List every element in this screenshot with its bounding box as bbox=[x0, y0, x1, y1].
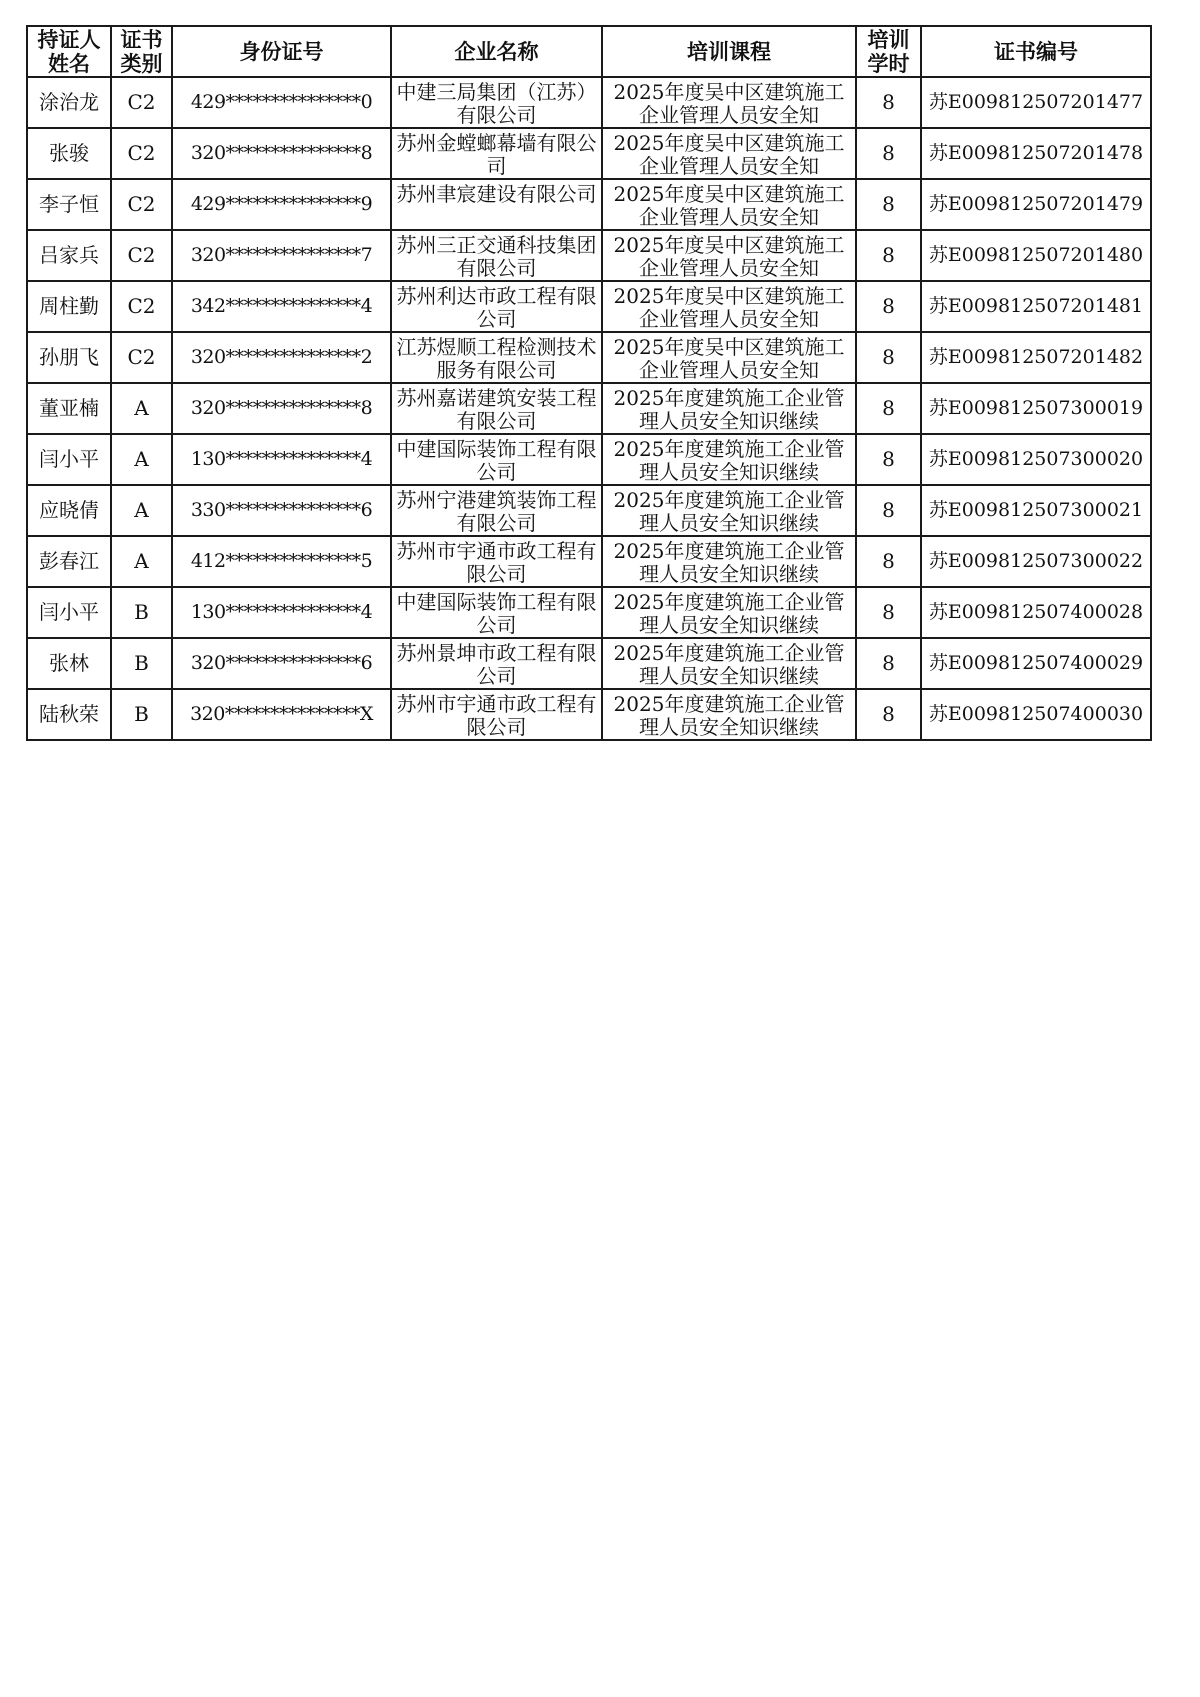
cell-cert-type-text: A bbox=[134, 498, 149, 522]
cell-company bbox=[391, 179, 602, 230]
cell-hours bbox=[856, 485, 921, 536]
cell-course-text: 2025年度建筑施工企业管理人员安全知识继续 bbox=[613, 436, 845, 483]
cell-id-number bbox=[172, 230, 391, 281]
cell-cert-type-text: C2 bbox=[127, 141, 156, 165]
cell-name bbox=[27, 332, 111, 383]
cell-hours bbox=[856, 587, 921, 638]
cell-name-text: 应晓倩 bbox=[39, 498, 99, 522]
cell-company bbox=[391, 77, 602, 128]
cell-hours bbox=[856, 230, 921, 281]
cell-course-text: 2025年度建筑施工企业管理人员安全知识继续 bbox=[613, 538, 845, 585]
cell-course bbox=[602, 281, 856, 332]
header-hours: 培训学时 bbox=[856, 26, 921, 77]
cell-name-text: 陆秋荣 bbox=[39, 702, 99, 726]
cell-id-number bbox=[172, 128, 391, 179]
table-row bbox=[27, 230, 1151, 281]
cell-company-text: 中建国际装饰工程有限公司 bbox=[396, 589, 597, 636]
table-row bbox=[27, 536, 1151, 587]
cell-cert-type-text: C2 bbox=[127, 90, 156, 114]
cell-cert-type bbox=[111, 128, 172, 179]
cell-cert-no bbox=[921, 638, 1151, 689]
table-row bbox=[27, 179, 1151, 230]
cell-cert-no-text: 苏E009812507201481 bbox=[928, 295, 1144, 317]
cell-cert-no-text: 苏E009812507400030 bbox=[928, 703, 1144, 725]
cell-name bbox=[27, 638, 111, 689]
cell-cert-no bbox=[921, 587, 1151, 638]
cell-cert-type-text: C2 bbox=[127, 243, 156, 267]
cell-name-text: 闫小平 bbox=[39, 447, 99, 471]
cell-id-number bbox=[172, 689, 391, 740]
cell-cert-type-text: B bbox=[134, 651, 149, 675]
cell-company-text: 苏州宁港建筑装饰工程有限公司 bbox=[396, 487, 597, 534]
table-row bbox=[27, 281, 1151, 332]
cell-id-number-text: 320***************8 bbox=[190, 397, 373, 419]
cell-cert-no bbox=[921, 77, 1151, 128]
cell-company-text: 苏州金螳螂幕墙有限公司 bbox=[396, 130, 597, 177]
cell-id-number bbox=[172, 587, 391, 638]
cell-course bbox=[602, 689, 856, 740]
cell-id-number-text: 429***************0 bbox=[190, 91, 373, 113]
cell-course bbox=[602, 332, 856, 383]
cell-name-text: 张骏 bbox=[49, 141, 89, 165]
cell-name bbox=[27, 179, 111, 230]
cell-id-number-text: 320***************X bbox=[190, 703, 373, 725]
cell-company-text: 苏州聿宸建设有限公司 bbox=[396, 181, 597, 206]
cell-hours bbox=[856, 179, 921, 230]
cell-cert-no bbox=[921, 536, 1151, 587]
cell-id-number bbox=[172, 77, 391, 128]
cell-hours-text: 8 bbox=[882, 345, 895, 369]
header-company: 企业名称 bbox=[391, 26, 602, 77]
cell-hours-text: 8 bbox=[882, 90, 895, 114]
cell-cert-no bbox=[921, 689, 1151, 740]
cell-cert-type-text: C2 bbox=[127, 294, 156, 318]
cell-name bbox=[27, 485, 111, 536]
header-row bbox=[27, 26, 1151, 77]
cell-name bbox=[27, 536, 111, 587]
cell-id-number-text: 320***************7 bbox=[190, 244, 373, 266]
cell-company bbox=[391, 434, 602, 485]
cell-id-number-text: 320***************8 bbox=[190, 142, 373, 164]
cell-cert-type bbox=[111, 587, 172, 638]
header-id-number: 身份证号 bbox=[172, 26, 391, 77]
cell-name-text: 彭春江 bbox=[39, 549, 99, 573]
cell-name bbox=[27, 128, 111, 179]
cell-course-text: 2025年度建筑施工企业管理人员安全知识继续 bbox=[613, 385, 845, 432]
cell-cert-type bbox=[111, 434, 172, 485]
cell-cert-no-text: 苏E009812507400029 bbox=[928, 652, 1144, 674]
cell-cert-type bbox=[111, 230, 172, 281]
cell-company bbox=[391, 638, 602, 689]
cell-hours bbox=[856, 77, 921, 128]
header-course: 培训课程 bbox=[602, 26, 856, 77]
cell-course-text: 2025年度吴中区建筑施工企业管理人员安全知 bbox=[613, 232, 845, 279]
cell-cert-no-text: 苏E009812507300022 bbox=[928, 550, 1144, 572]
cell-course bbox=[602, 536, 856, 587]
cell-company-text: 苏州利达市政工程有限公司 bbox=[396, 283, 597, 330]
cell-cert-type bbox=[111, 689, 172, 740]
cell-course-text: 2025年度建筑施工企业管理人员安全知识继续 bbox=[613, 487, 845, 534]
cell-id-number-text: 130***************4 bbox=[190, 448, 373, 470]
cell-hours-text: 8 bbox=[882, 498, 895, 522]
cell-name-text: 涂治龙 bbox=[39, 90, 99, 114]
cell-cert-type bbox=[111, 77, 172, 128]
cell-company-text: 苏州景坤市政工程有限公司 bbox=[396, 640, 597, 687]
cell-course bbox=[602, 128, 856, 179]
cell-name-text: 孙朋飞 bbox=[39, 345, 99, 369]
table-body bbox=[27, 77, 1151, 740]
cell-name-text: 闫小平 bbox=[39, 600, 99, 624]
cell-cert-type bbox=[111, 281, 172, 332]
cell-name bbox=[27, 230, 111, 281]
table-row bbox=[27, 587, 1151, 638]
cell-name-text: 张林 bbox=[49, 651, 89, 675]
cell-course bbox=[602, 77, 856, 128]
table-row bbox=[27, 332, 1151, 383]
cell-cert-type-text: C2 bbox=[127, 192, 156, 216]
cell-cert-no-text: 苏E009812507201482 bbox=[928, 346, 1144, 368]
cell-course bbox=[602, 230, 856, 281]
cell-course-text: 2025年度吴中区建筑施工企业管理人员安全知 bbox=[613, 181, 845, 228]
cell-cert-type bbox=[111, 179, 172, 230]
cell-course bbox=[602, 638, 856, 689]
cell-cert-type bbox=[111, 485, 172, 536]
cell-hours bbox=[856, 281, 921, 332]
cell-hours-text: 8 bbox=[882, 447, 895, 471]
cell-cert-no-text: 苏E009812507201478 bbox=[928, 142, 1144, 164]
cell-name-text: 董亚楠 bbox=[39, 396, 99, 420]
cell-name bbox=[27, 689, 111, 740]
cell-id-number-text: 429***************9 bbox=[190, 193, 373, 215]
cell-course bbox=[602, 383, 856, 434]
cell-company-text: 江苏煜顺工程检测技术服务有限公司 bbox=[396, 334, 597, 381]
cell-company-text: 中建三局集团（江苏）有限公司 bbox=[396, 79, 597, 126]
cell-company-text: 苏州嘉诺建筑安装工程有限公司 bbox=[396, 385, 597, 432]
cell-id-number bbox=[172, 638, 391, 689]
table-row bbox=[27, 434, 1151, 485]
cell-cert-no-text: 苏E009812507300020 bbox=[928, 448, 1144, 470]
cell-id-number bbox=[172, 179, 391, 230]
cell-id-number bbox=[172, 485, 391, 536]
cell-cert-no-text: 苏E009812507300021 bbox=[928, 499, 1144, 521]
cell-course bbox=[602, 485, 856, 536]
cell-course bbox=[602, 179, 856, 230]
cell-company-text: 中建国际装饰工程有限公司 bbox=[396, 436, 597, 483]
cell-id-number-text: 130***************4 bbox=[190, 601, 373, 623]
cell-company bbox=[391, 281, 602, 332]
cell-hours-text: 8 bbox=[882, 396, 895, 420]
cell-hours-text: 8 bbox=[882, 141, 895, 165]
cell-cert-type-text: A bbox=[134, 549, 149, 573]
cell-company bbox=[391, 689, 602, 740]
cell-company bbox=[391, 230, 602, 281]
cell-hours bbox=[856, 128, 921, 179]
cell-id-number-text: 412***************5 bbox=[190, 550, 373, 572]
cell-course-text: 2025年度建筑施工企业管理人员安全知识继续 bbox=[613, 691, 845, 738]
cell-company bbox=[391, 332, 602, 383]
cell-course-text: 2025年度吴中区建筑施工企业管理人员安全知 bbox=[613, 79, 845, 126]
table-row bbox=[27, 128, 1151, 179]
cell-company bbox=[391, 536, 602, 587]
cell-hours bbox=[856, 434, 921, 485]
cell-name bbox=[27, 77, 111, 128]
cell-id-number bbox=[172, 434, 391, 485]
cell-company bbox=[391, 485, 602, 536]
table-row bbox=[27, 383, 1151, 434]
document-page bbox=[26, 25, 1152, 741]
cell-hours-text: 8 bbox=[882, 192, 895, 216]
cell-cert-no bbox=[921, 281, 1151, 332]
cell-hours-text: 8 bbox=[882, 600, 895, 624]
cell-name-text: 周柱勤 bbox=[39, 294, 99, 318]
cell-company bbox=[391, 587, 602, 638]
cell-cert-type-text: C2 bbox=[127, 345, 156, 369]
cell-cert-type bbox=[111, 383, 172, 434]
cell-course bbox=[602, 587, 856, 638]
cell-company bbox=[391, 128, 602, 179]
cell-id-number bbox=[172, 383, 391, 434]
header-name: 持证人姓名 bbox=[27, 26, 111, 77]
cell-cert-no bbox=[921, 128, 1151, 179]
table-row bbox=[27, 485, 1151, 536]
cell-course bbox=[602, 434, 856, 485]
cell-cert-type bbox=[111, 536, 172, 587]
cell-name-text: 吕家兵 bbox=[39, 243, 99, 267]
cell-course-text: 2025年度吴中区建筑施工企业管理人员安全知 bbox=[613, 283, 845, 330]
cell-hours-text: 8 bbox=[882, 702, 895, 726]
certificate-roster-table bbox=[26, 25, 1152, 741]
cell-company bbox=[391, 383, 602, 434]
cell-hours bbox=[856, 689, 921, 740]
cell-name bbox=[27, 587, 111, 638]
cell-cert-no bbox=[921, 383, 1151, 434]
cell-name-text: 李子恒 bbox=[39, 192, 99, 216]
cell-cert-type-text: A bbox=[134, 396, 149, 420]
table-row bbox=[27, 638, 1151, 689]
cell-hours-text: 8 bbox=[882, 549, 895, 573]
cell-cert-no-text: 苏E009812507201479 bbox=[928, 193, 1144, 215]
cell-cert-no bbox=[921, 179, 1151, 230]
cell-cert-no-text: 苏E009812507201480 bbox=[928, 244, 1144, 266]
cell-name bbox=[27, 383, 111, 434]
cell-id-number bbox=[172, 332, 391, 383]
cell-hours-text: 8 bbox=[882, 651, 895, 675]
cell-id-number-text: 320***************2 bbox=[190, 346, 373, 368]
header-cert-type: 证书类别 bbox=[111, 26, 172, 77]
header-cert-no: 证书编号 bbox=[921, 26, 1151, 77]
cell-course-text: 2025年度建筑施工企业管理人员安全知识继续 bbox=[613, 640, 845, 687]
cell-name bbox=[27, 281, 111, 332]
cell-cert-type bbox=[111, 332, 172, 383]
cell-id-number bbox=[172, 536, 391, 587]
cell-cert-no bbox=[921, 485, 1151, 536]
cell-name bbox=[27, 434, 111, 485]
cell-hours-text: 8 bbox=[882, 243, 895, 267]
cell-id-number bbox=[172, 281, 391, 332]
cell-id-number-text: 342***************4 bbox=[190, 295, 373, 317]
cell-cert-type-text: A bbox=[134, 447, 149, 471]
cell-cert-no-text: 苏E009812507201477 bbox=[928, 91, 1144, 113]
cell-course-text: 2025年度建筑施工企业管理人员安全知识继续 bbox=[613, 589, 845, 636]
cell-cert-no bbox=[921, 332, 1151, 383]
table-row bbox=[27, 689, 1151, 740]
cell-cert-type-text: B bbox=[134, 600, 149, 624]
cell-course-text: 2025年度吴中区建筑施工企业管理人员安全知 bbox=[613, 130, 845, 177]
cell-hours-text: 8 bbox=[882, 294, 895, 318]
cell-company-text: 苏州市宇通市政工程有限公司 bbox=[396, 691, 597, 738]
cell-cert-type-text: B bbox=[134, 702, 149, 726]
cell-company-text: 苏州市宇通市政工程有限公司 bbox=[396, 538, 597, 585]
cell-company-text: 苏州三正交通科技集团有限公司 bbox=[396, 232, 597, 279]
cell-hours bbox=[856, 332, 921, 383]
cell-cert-no-text: 苏E009812507300019 bbox=[928, 397, 1144, 419]
cell-id-number-text: 330***************6 bbox=[190, 499, 373, 521]
cell-cert-no bbox=[921, 434, 1151, 485]
cell-cert-no-text: 苏E009812507400028 bbox=[928, 601, 1144, 623]
cell-cert-no bbox=[921, 230, 1151, 281]
cell-id-number-text: 320***************6 bbox=[190, 652, 373, 674]
cell-hours bbox=[856, 536, 921, 587]
cell-cert-type bbox=[111, 638, 172, 689]
cell-course-text: 2025年度吴中区建筑施工企业管理人员安全知 bbox=[613, 334, 845, 381]
cell-hours bbox=[856, 383, 921, 434]
cell-hours bbox=[856, 638, 921, 689]
table-row bbox=[27, 77, 1151, 128]
